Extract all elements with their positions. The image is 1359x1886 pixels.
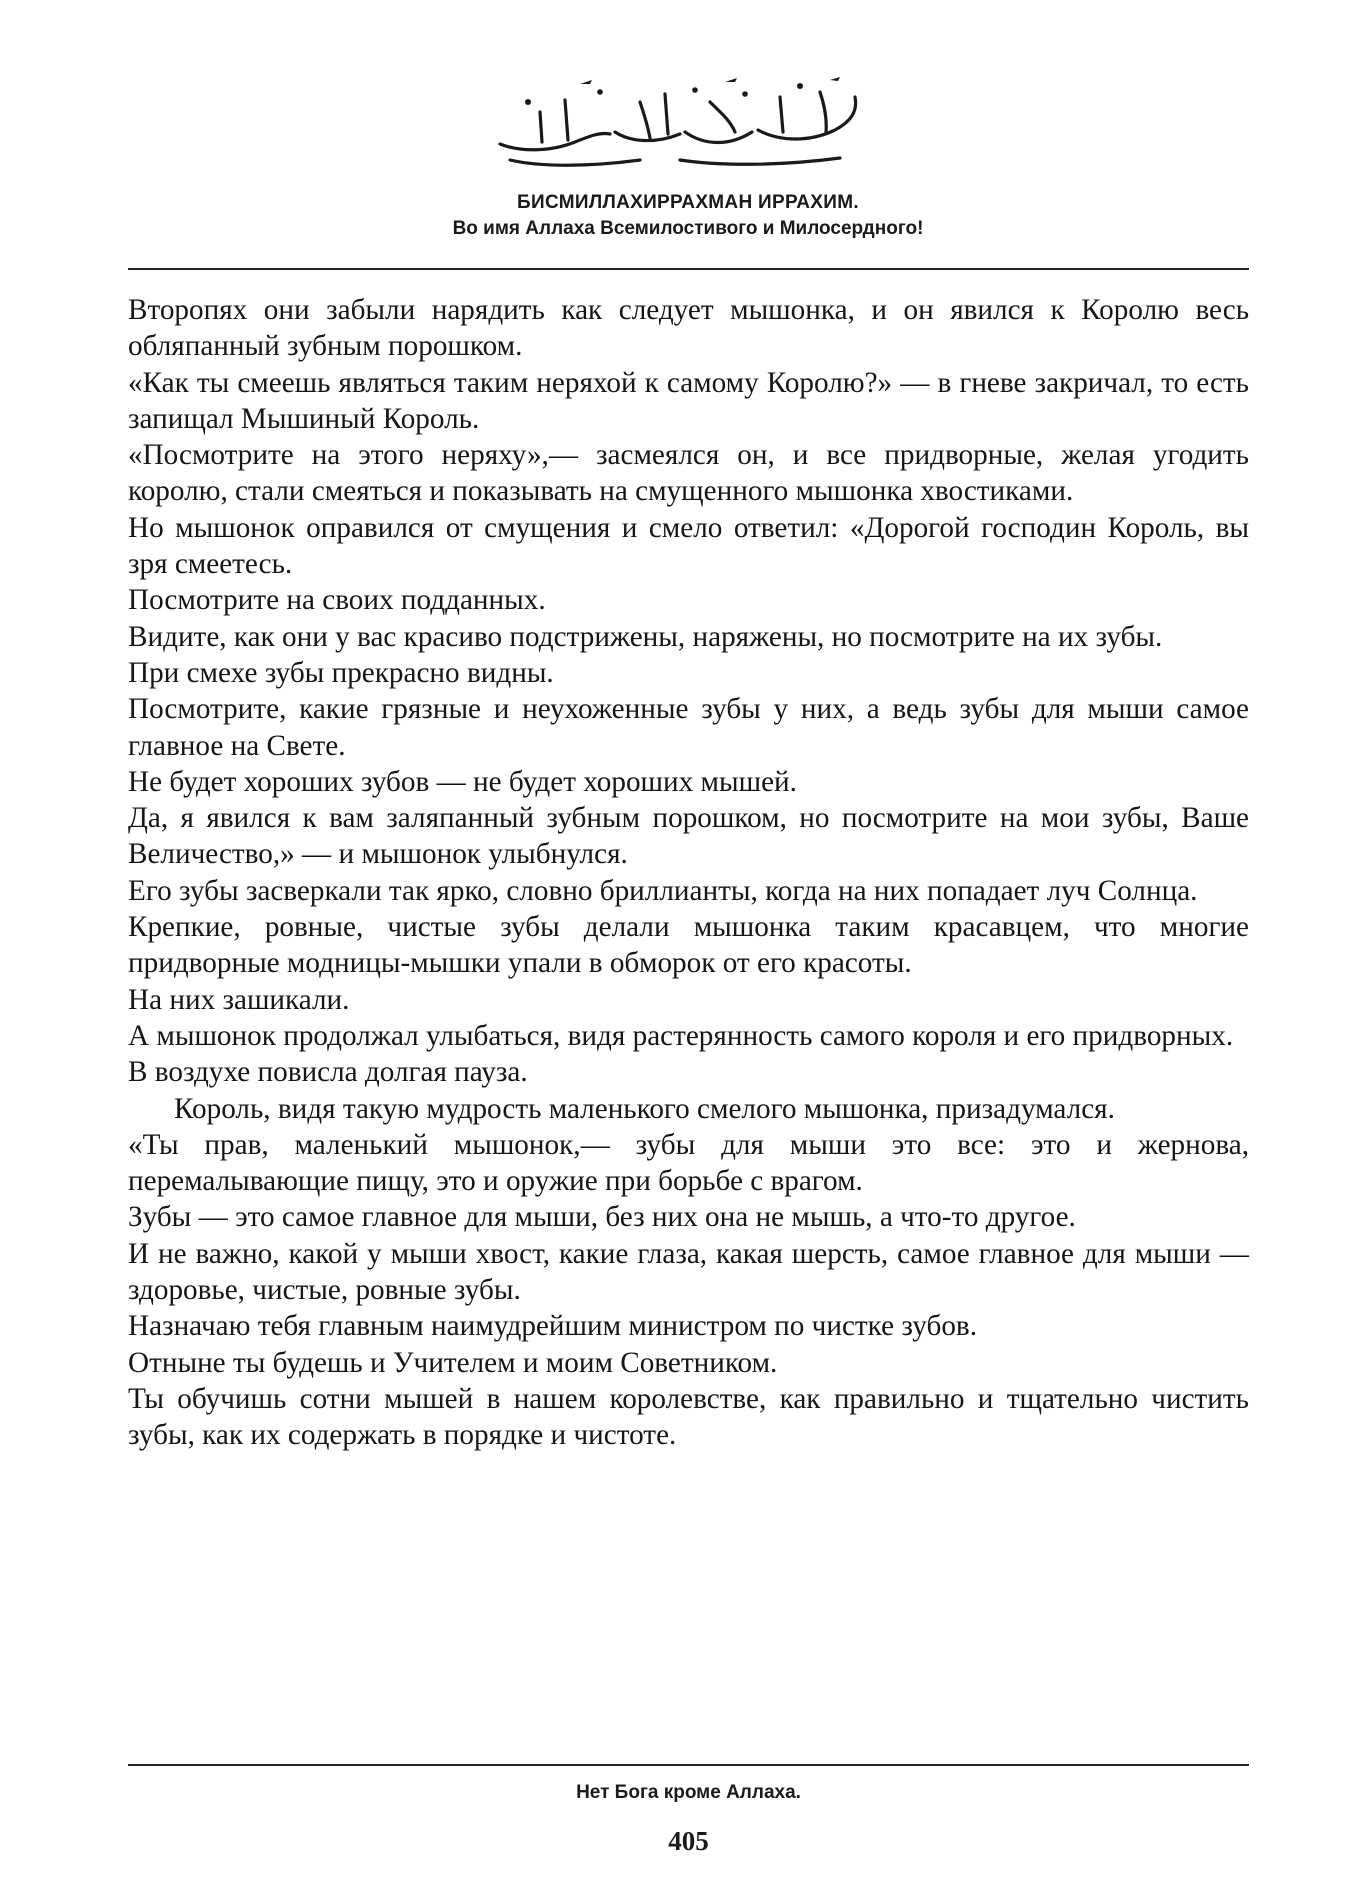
paragraph: Видите, как они у вас красиво подстрижены, наряжены, но посмотрите на их зубы. (128, 620, 1163, 653)
paragraph: Второпях они забыли нарядить как следует мышонка, и он явился к Королю весь обляпанный зубным порошком. (128, 294, 1249, 363)
paragraph: «Как ты смеешь являться таким неряхой к самому Королю?» — в гневе закричал, то есть запищал Мышиный Король. (128, 366, 1249, 435)
paragraph: Да, я явился к вам заляпанный зубным порошком, но посмотрите на мои зубы, Ваше Величество,» — и мышонок улыбнулся. (128, 802, 1249, 871)
page-footer: Нет Бога кроме Аллаха. (576, 1782, 801, 1803)
paragraph: Зубы — это самое главное для мыши, без них она не мышь, а что-то другое. (128, 1201, 1076, 1234)
paragraph: «Ты прав, маленький мышонок,— зубы для мыши это все: это и жернова, перемалывающие пищу, это и оружие при борьбе с врагом. (128, 1128, 1249, 1198)
header-divider (128, 268, 1249, 270)
paragraph: Не будет хороших зубов — не будет хороших мышей. (128, 765, 797, 798)
story-text (128, 292, 1249, 1454)
paragraph: Отныне ты будешь и Учителем и моим Советником. (128, 1346, 778, 1379)
paragraph: И не важно, какой у мыши хвост, какие глаза, какая шерсть, самое главное для мыши — здоровье, чистые, ровные зубы. (128, 1237, 1249, 1307)
paragraph: «Посмотрите на этого неряху»,— засмеялся он, и все придворные, желая угодить королю, стали смеяться и показывать на смущенного мышонка хвостиками. (128, 439, 1249, 508)
paragraph: Посмотрите на своих подданных. (128, 584, 546, 617)
page-header (128, 190, 1248, 242)
paragraph: В воздухе повисла долгая пауза. (128, 1056, 528, 1089)
header-subtitle: Во имя Аллаха Всемилостивого и Милосердного! (452, 218, 924, 239)
page-number: 405 (668, 1826, 709, 1856)
paragraph: Но мышонок оправился от смущения и смело ответил: «Дорогой господин Король, вы зря смеетесь. (128, 511, 1249, 581)
paragraph: А мышонок продолжал улыбаться, видя растерянность самого короля и его придворных. (128, 1019, 1234, 1052)
basmala-calligraphy (480, 72, 880, 172)
paragraph: Назначаю тебя главным наимудрейшим министром по чистке зубов. (128, 1310, 978, 1343)
paragraph: Король, видя такую мудрость маленького смелого мышонка, призадумался. (174, 1092, 1115, 1125)
footer-divider (128, 1764, 1249, 1766)
header-title: БИСМИЛЛАХИРРАХМАН ИРРАХИМ. (517, 192, 859, 213)
paragraph: На них зашикали. (128, 983, 350, 1016)
paragraph: Его зубы засверкали так ярко, словно бриллианты, когда на них попадает луч Солнца. (128, 874, 1198, 907)
paragraph: При смехе зубы прекрасно видны. (128, 656, 554, 689)
paragraph: Ты обучишь сотни мышей в нашем королевстве, как правильно и тщательно чистить зубы, как их содержать в порядке и чистоте. (128, 1382, 1249, 1452)
paragraph: Крепкие, ровные, чистые зубы делали мышонка таким красавцем, что многие придворные модницы-мышки упали в обморок от его красоты. (128, 911, 1249, 980)
paragraph: Посмотрите, какие грязные и неухоженные зубы у них, а ведь зубы для мыши самое главное на Свете. (128, 693, 1249, 762)
